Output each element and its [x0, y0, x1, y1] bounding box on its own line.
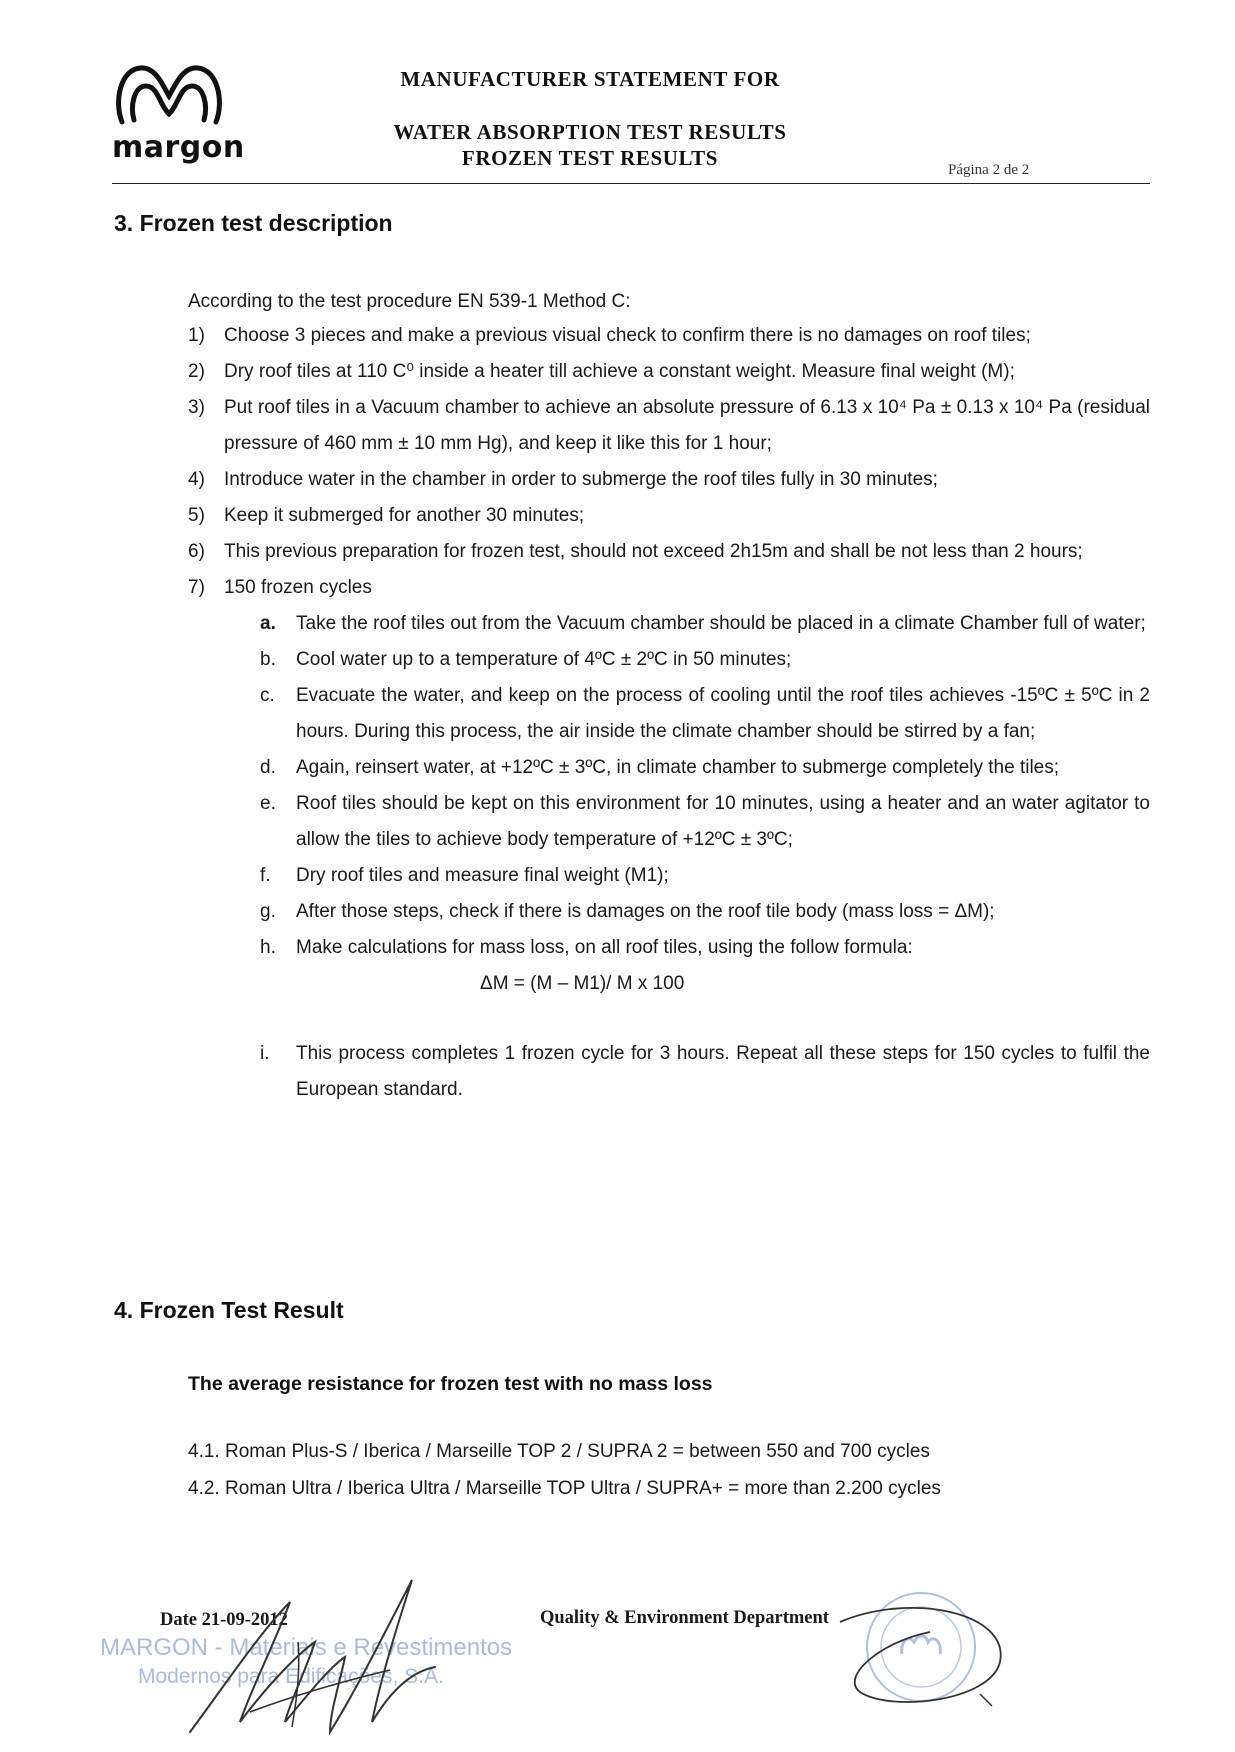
list-item [260, 894, 1150, 930]
substep-text: Roof tiles should be kept on this environment for 10 minutes, using a heater and an water agitator to allow the tiles to achieve body temperature of +12ºC ± 3ºC; [296, 793, 1150, 850]
list-item [260, 1036, 1150, 1108]
substep-text: Cool water up to a temperature of 4ºC ± 2ºC in 50 minutes; [296, 649, 792, 670]
substep-letter: e. [260, 793, 276, 814]
list-item [188, 498, 1150, 534]
substep-text: Make calculations for mass loss, on all roof tiles, using the follow formula: [296, 937, 913, 958]
header-line-3: FROZEN TEST RESULTS [461, 146, 719, 170]
substep-letter: d. [260, 757, 276, 778]
list-item [260, 606, 1150, 642]
substep-letter: b. [260, 649, 276, 670]
substep-text: This process completes 1 frozen cycle for 3 hours. Repeat all these steps for 150 cycles to fulfil the European standard. [296, 1043, 1150, 1100]
signature-flourish [820, 1582, 1020, 1732]
list-item [260, 678, 1150, 750]
substep-letter: c. [260, 685, 275, 706]
header-line-1: MANUFACTURER STATEMENT FOR [400, 67, 780, 91]
company-stamp-line-1: MARGON - Materiais e Revestimentos [100, 1634, 513, 1661]
page-number: Página 2 de 2 [948, 162, 1030, 178]
list-item [188, 390, 1150, 462]
step-number: 7) [188, 577, 205, 598]
margon-logo-icon [112, 62, 226, 128]
section-3-title: 3. Frozen test description [114, 210, 393, 236]
list-item [188, 318, 1150, 354]
list-item: 4.1. Roman Plus-S / Iberica / Marseille TOP 2 / SUPRA 2 = between 550 and 700 cycles [188, 1441, 930, 1462]
logo-wordmark: margon [112, 130, 245, 165]
step-text: This previous preparation for frozen test, should not exceed 2h15m and shall be not less than 2 hours; [224, 541, 1083, 562]
list-item [188, 534, 1150, 570]
substep-text: Take the roof tiles out from the Vacuum chamber should be placed in a climate Chamber full of water; [296, 613, 1146, 634]
list-item [188, 354, 1150, 390]
step-number: 4) [188, 469, 205, 490]
header-divider [112, 183, 1150, 184]
list-item [188, 570, 1150, 606]
substep-letter: i. [260, 1043, 270, 1064]
section-4-subtitle: The average resistance for frozen test with no mass loss [188, 1373, 713, 1395]
substep-letter: h. [260, 937, 276, 958]
section-4-title: 4. Frozen Test Result [114, 1297, 344, 1323]
list-item: 4.2. Roman Ultra / Iberica Ultra / Marseille TOP Ultra / SUPRA+ = more than 2.200 cycles [188, 1478, 941, 1499]
step-number: 6) [188, 541, 205, 562]
list-item [260, 858, 1150, 894]
substep-text: Evacuate the water, and keep on the process of cooling until the roof tiles achieves -15ºC ± 5ºC in 2 hours. During this process, the air inside the climate chamber should be stirred by a fan; [296, 685, 1150, 742]
substep-list [260, 606, 1150, 1108]
substep-letter: a. [260, 613, 276, 634]
step-text: 150 frozen cycles [224, 577, 372, 598]
signature-date: Date 21-09-2012 [160, 1610, 288, 1630]
step-text: Dry roof tiles at 110 C⁰ inside a heater till achieve a constant weight. Measure final weight (M); [224, 361, 1015, 382]
step-text: Put roof tiles in a Vacuum chamber to achieve an absolute pressure of 6.13 x 10⁴ Pa ± 0.13 x 10⁴ Pa (residual pressure of 460 mm ± 10 mm Hg), and keep it like this for 1 hour; [224, 397, 1150, 454]
handwritten-signature [180, 1572, 480, 1752]
list-item [188, 462, 1150, 498]
step-text: Introduce water in the chamber in order to submerge the roof tiles fully in 30 minutes; [224, 469, 938, 490]
result-list [188, 1433, 941, 1507]
list-item [260, 786, 1150, 858]
list-item [260, 930, 1150, 966]
step-number: 1) [188, 325, 205, 346]
step-text: Keep it submerged for another 30 minutes; [224, 505, 585, 526]
substep-text: Dry roof tiles and measure final weight (M1); [296, 865, 669, 886]
substep-letter: f. [260, 865, 271, 886]
section-3-intro: According to the test procedure EN 539-1 Method C: [188, 291, 631, 312]
header-line-2: WATER ABSORPTION TEST RESULTS [393, 120, 787, 144]
substep-text: After those steps, check if there is damages on the roof tile body (mass loss = ΔM); [296, 901, 995, 922]
step-list [188, 318, 1150, 1108]
step-number: 3) [188, 397, 205, 418]
company-stamp-line-2: Modernos para Edificações, S.A. [138, 1665, 444, 1688]
list-item [260, 642, 1150, 678]
step-number: 5) [188, 505, 205, 526]
mass-loss-formula: ΔM = (M – M1)/ M x 100 [480, 973, 685, 994]
department-label: Quality & Environment Department [540, 1608, 829, 1628]
substep-text: Again, reinsert water, at +12ºC ± 3ºC, in climate chamber to submerge completely the tiles; [296, 757, 1060, 778]
step-number: 2) [188, 361, 205, 382]
list-item [260, 750, 1150, 786]
substep-letter: g. [260, 901, 276, 922]
step-text: Choose 3 pieces and make a previous visual check to confirm there is no damages on roof tiles; [224, 325, 1031, 346]
